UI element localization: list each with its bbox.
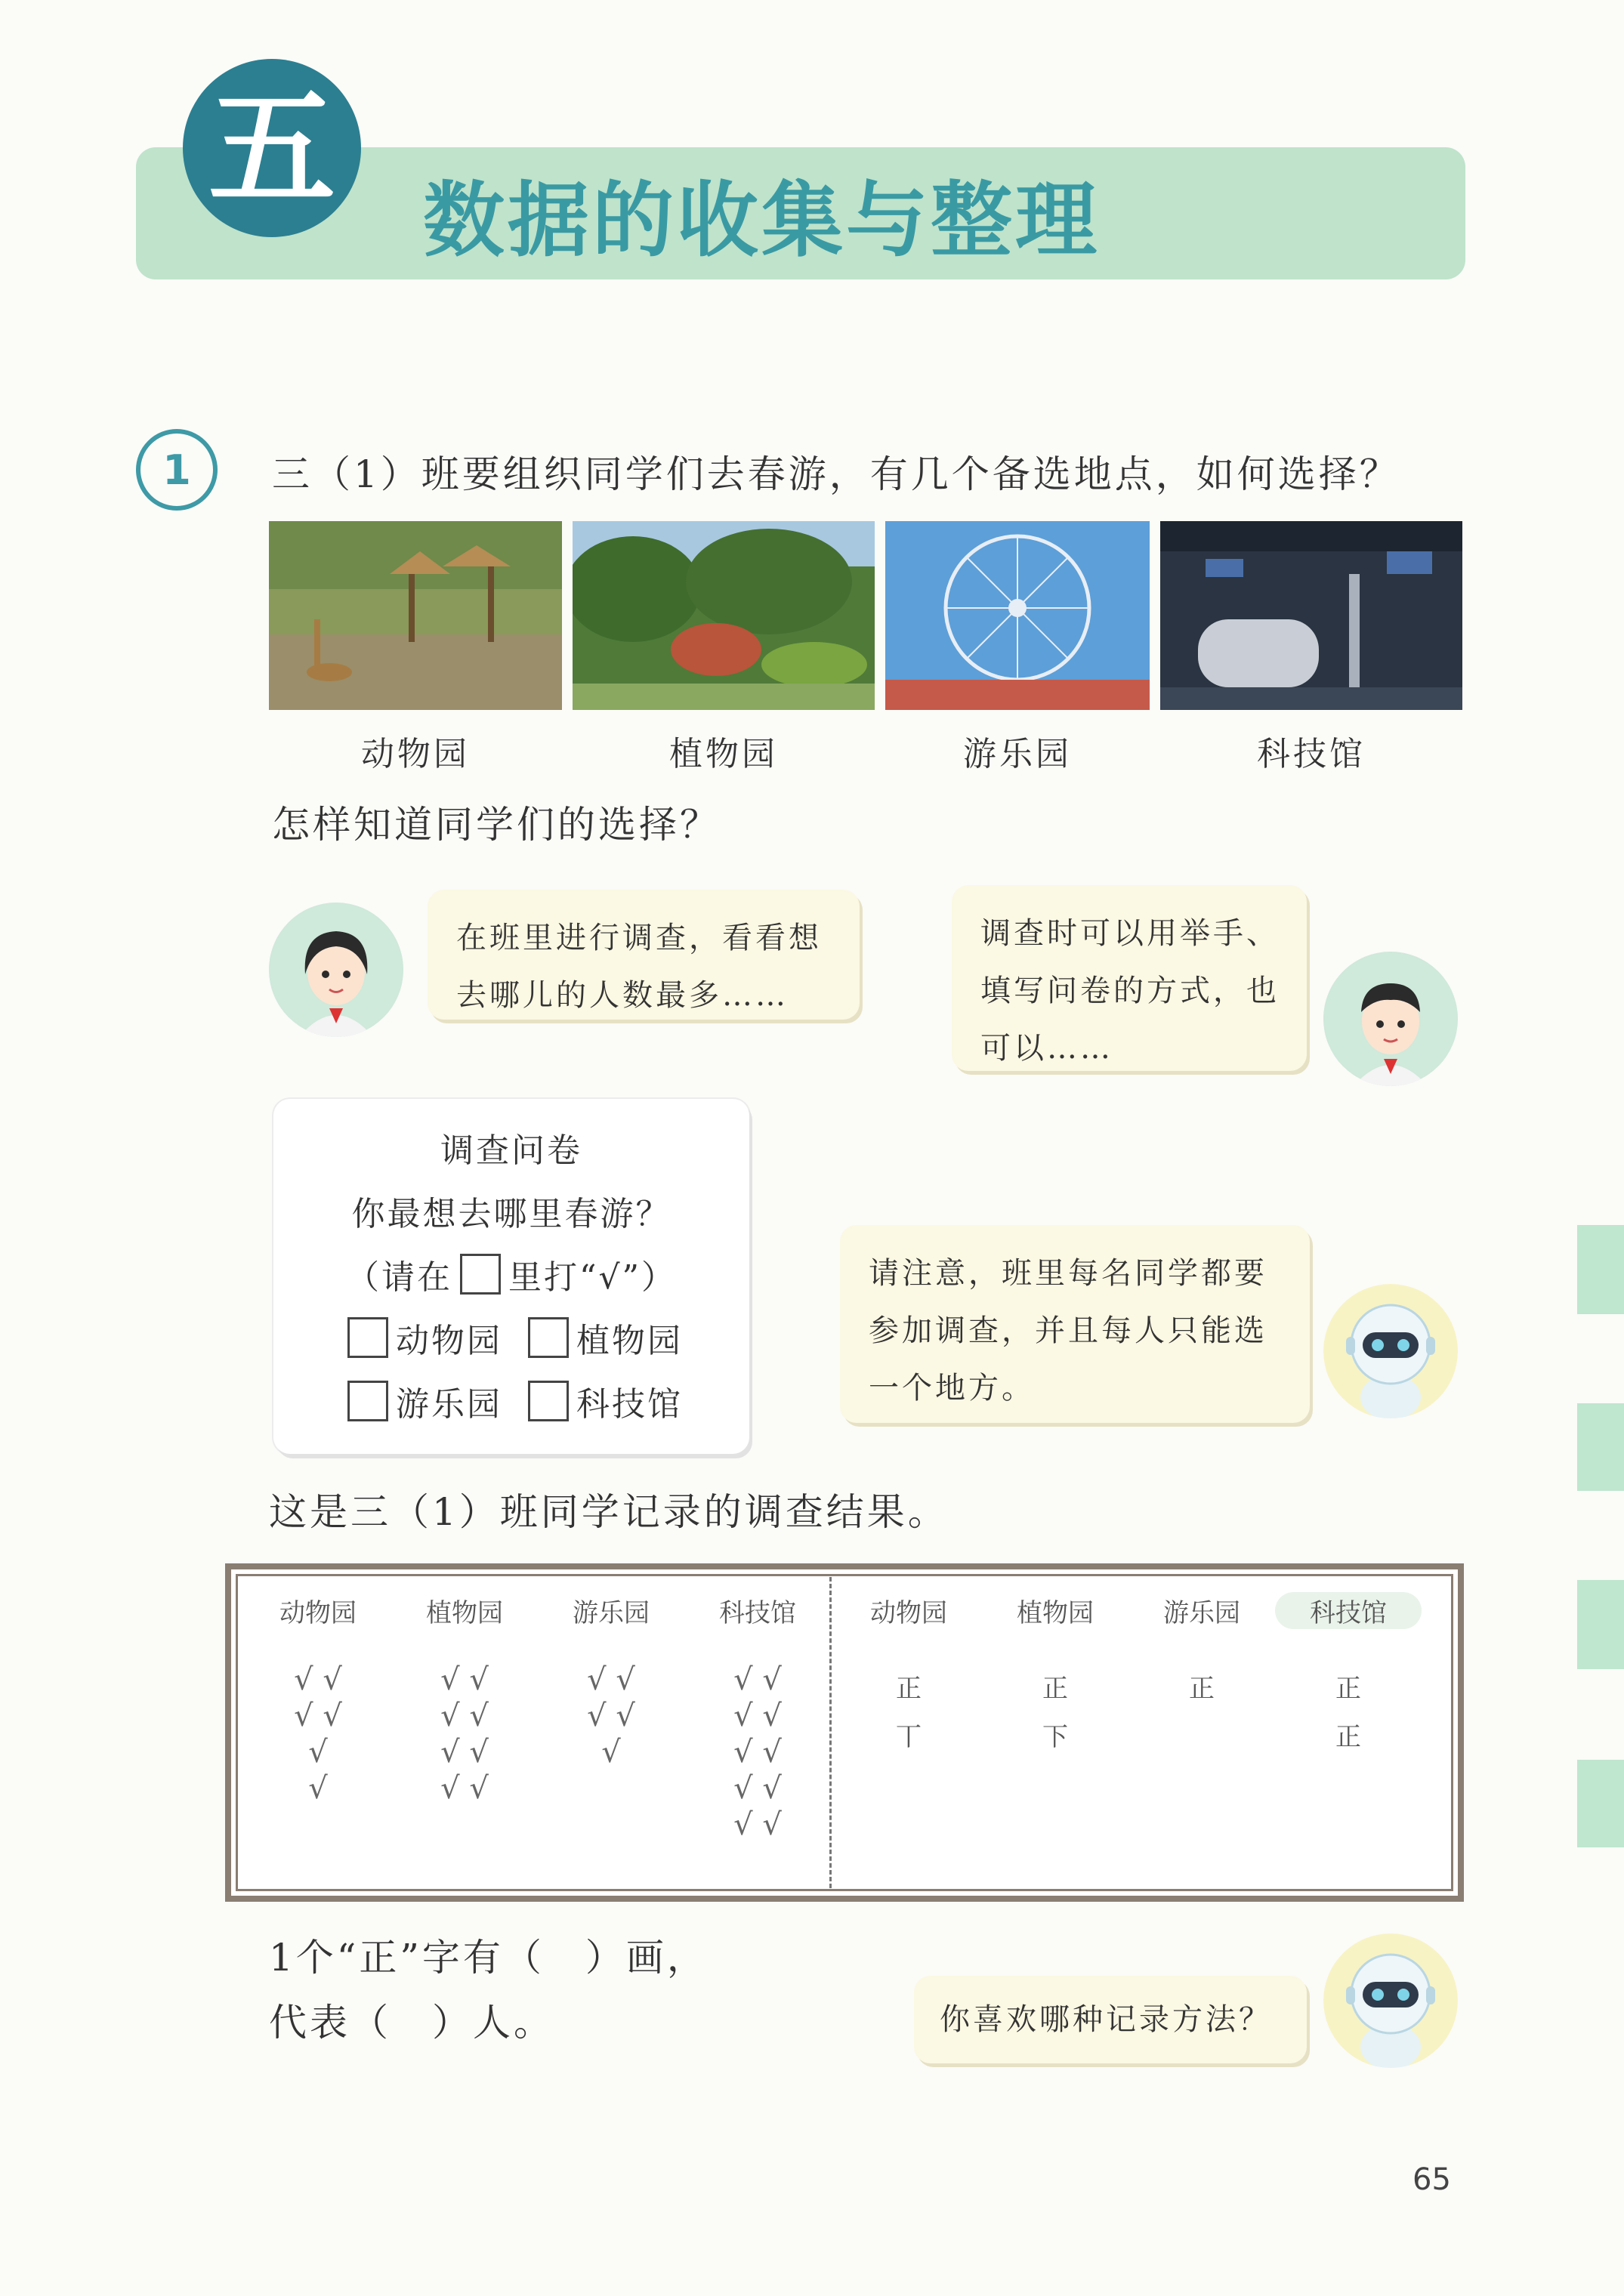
instruction-before: （请在: [345, 1258, 452, 1297]
check-mark-line: √ √: [587, 1699, 635, 1733]
checkbox-amusement-park[interactable]: [347, 1381, 388, 1421]
check-mark-line: √ √: [733, 1699, 782, 1733]
tally-header-botanical-garden: 植物园: [426, 1598, 503, 1628]
check-marks-amusement-park: [538, 1662, 684, 1770]
science-museum-photo: [1160, 521, 1462, 710]
checkbox-science-museum[interactable]: [528, 1381, 569, 1421]
robot-note-bubble: [840, 1225, 1310, 1423]
chapter-title: 数据的收集与整理: [423, 173, 1101, 268]
check-mark-line: √ √: [733, 1735, 782, 1770]
zheng-tally-botanical-garden: [982, 1665, 1128, 1761]
side-tab: [1577, 1403, 1624, 1491]
check-mark-line: √ √: [294, 1699, 342, 1733]
check-mark-line: √ √: [587, 1662, 635, 1697]
check-mark-line: √ √: [440, 1699, 489, 1733]
question-number: 1: [136, 429, 218, 511]
tally-header-zoo-2: 动物园: [870, 1598, 947, 1628]
boy-speech-bubble: [952, 885, 1307, 1071]
zheng-mark: 正: [1335, 1722, 1361, 1752]
questionnaire-title: 调查问卷: [440, 1131, 582, 1170]
robot-avatar-2: [1323, 1933, 1458, 2068]
fill-in-line-1: 1个“正”字有（ ）画，: [269, 1936, 708, 1980]
robot-ask-bubble: [914, 1976, 1307, 2063]
check-mark-line: √ √: [733, 1662, 782, 1697]
zheng-mark: 正: [896, 1674, 922, 1704]
follow-up-question: 怎样知道同学们的选择？: [272, 803, 721, 847]
result-caption: 这是三（1）班同学记录的调查结果。: [269, 1490, 949, 1534]
tally-header-amusement-park: 游乐园: [573, 1598, 650, 1628]
check-marks-botanical-garden: [391, 1662, 538, 1807]
tally-header-botanical-garden-2: 植物园: [1017, 1598, 1094, 1628]
label-science-museum: 科技馆: [1257, 735, 1366, 773]
zheng-mark: 正: [1335, 1674, 1361, 1704]
girl-speech-bubble: [428, 890, 860, 1020]
robot-ask-text: 你喜欢哪种记录方法？: [940, 2002, 1272, 2037]
bubble-line: 去哪儿的人数最多……: [456, 978, 789, 1013]
boy-avatar: [1323, 952, 1458, 1086]
questionnaire-options-row: [273, 1306, 749, 1369]
question-prompt: 三（1）班要组织同学们去春游，有几个备选地点，如何选择？: [272, 452, 1400, 496]
check-mark-line: √ √: [440, 1771, 489, 1806]
questionnaire-instruction: [273, 1242, 749, 1306]
option-zoo: 动物园: [396, 1322, 502, 1360]
bubble-line: 一个地方。: [869, 1371, 1035, 1406]
page-number: 65: [1413, 2162, 1451, 2197]
check-mark-line: √ √: [294, 1662, 342, 1697]
bubble-line: 调查时可以用举手、: [980, 916, 1280, 951]
label-amusement-park: 游乐园: [963, 735, 1072, 773]
check-mark-line: √ √: [440, 1662, 489, 1697]
bubble-line: 填写问卷的方式，也: [980, 974, 1280, 1008]
label-botanical-garden: 植物园: [669, 735, 778, 773]
questionnaire-card: [273, 1099, 749, 1454]
instruction-after: 里打“√”）: [508, 1258, 678, 1297]
check-mark-line: √ √: [733, 1771, 782, 1806]
girl-avatar: [269, 903, 403, 1037]
checkbox-botanical-garden[interactable]: [528, 1317, 569, 1358]
option-amusement-park: 游乐园: [396, 1385, 502, 1424]
option-botanical-garden: 植物园: [576, 1322, 683, 1360]
check-mark-line: √: [308, 1735, 328, 1770]
check-mark-line: √ √: [440, 1735, 489, 1770]
zheng-mark: 正: [1189, 1674, 1215, 1704]
zheng-mark: 下: [1042, 1722, 1068, 1752]
checkbox-sample: [460, 1254, 501, 1295]
checkbox-zoo[interactable]: [347, 1317, 388, 1358]
zoo-photo: [269, 521, 562, 710]
tally-header-science-museum-2: 科技馆: [1275, 1592, 1422, 1629]
check-mark-line: √ √: [733, 1807, 782, 1842]
chapter-number-badge: 五: [183, 59, 361, 237]
zheng-mark: 正: [1042, 1674, 1068, 1704]
amusement-park-photo: [885, 521, 1150, 710]
bubble-line: 参加调查，并且每人只能选: [869, 1313, 1267, 1348]
robot-avatar: [1323, 1284, 1458, 1418]
side-tab: [1577, 1760, 1624, 1847]
zheng-tally-amusement-park: [1128, 1665, 1275, 1713]
side-tab: [1577, 1225, 1624, 1314]
option-science-museum: 科技馆: [576, 1385, 683, 1424]
tally-header-amusement-park-2: 游乐园: [1163, 1598, 1240, 1628]
questionnaire-options-row: [273, 1369, 749, 1433]
side-tab: [1577, 1580, 1624, 1669]
check-mark-line: √: [308, 1771, 328, 1806]
fill-in-line-2: 代表（ ）人。: [269, 2001, 554, 2044]
tally-header-science-museum: 科技馆: [719, 1598, 796, 1628]
check-mark-line: √: [601, 1735, 621, 1770]
check-marks-science-museum: [684, 1662, 831, 1843]
questionnaire-question: 你最想去哪里春游？: [351, 1195, 672, 1233]
bubble-line: 可以……: [980, 1031, 1113, 1066]
bubble-line: 在班里进行调查，看看想: [456, 921, 822, 955]
zheng-mark: 丅: [896, 1722, 922, 1752]
botanical-garden-photo: [573, 521, 875, 710]
check-marks-zoo: [245, 1662, 391, 1807]
label-zoo: 动物园: [361, 735, 470, 773]
bubble-line: 请注意，班里每名同学都要: [869, 1256, 1267, 1291]
zheng-tally-zoo: [835, 1665, 982, 1761]
zheng-tally-science-museum: [1275, 1665, 1422, 1761]
tally-header-zoo: 动物园: [279, 1598, 357, 1628]
